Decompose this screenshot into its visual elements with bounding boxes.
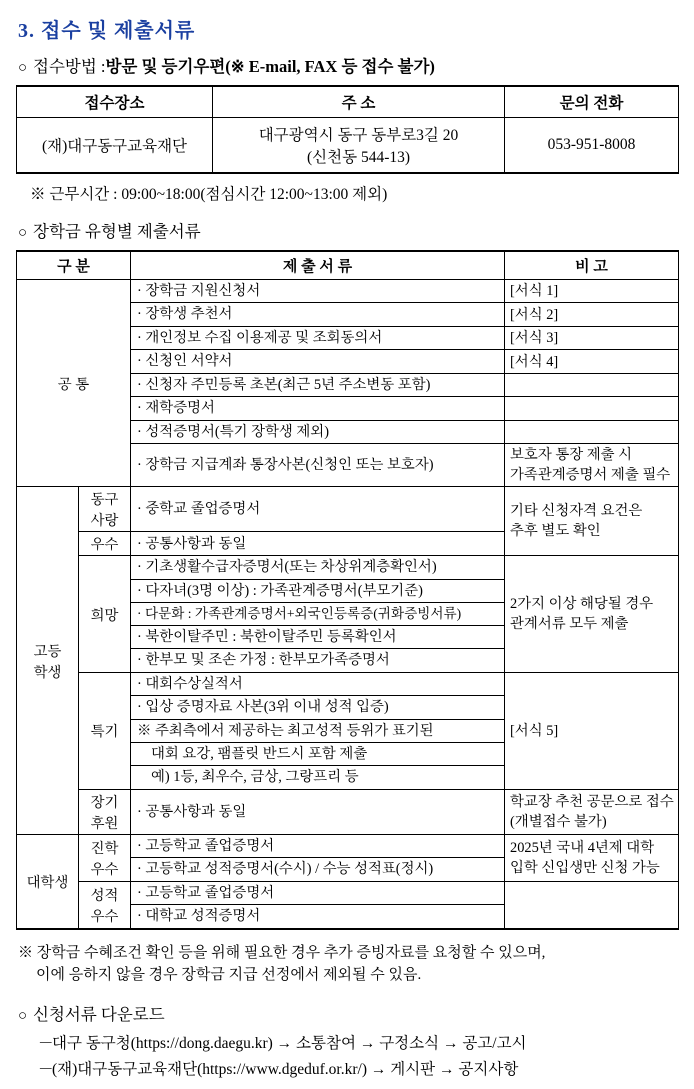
sub-line-1: 성적 <box>90 887 119 904</box>
cell-sub-donggu <box>79 487 131 532</box>
download-heading <box>18 1001 678 1025</box>
cell-document: · 입상 증명자료 사본(3위 이내 성적 입증) <box>131 696 505 719</box>
sub-line-1: 진학 <box>90 840 119 857</box>
cell-sub-hope: 희망 <box>79 556 131 672</box>
remark-line-1: 기타 신청자격 요건은 <box>510 503 643 520</box>
contact-table <box>16 85 679 174</box>
table-header-row <box>17 86 679 118</box>
cell-address <box>213 118 505 174</box>
download-link-item[interactable] <box>38 1031 678 1053</box>
document-continuation: 대회 요강, 팸플릿 반드시 포함 제출 <box>151 745 368 762</box>
cell-document: · 다자녀(3명 이상) : 가족관계증명서(부모기준) <box>131 579 505 602</box>
cell-document: · 기초생활수급자증명서(또는 차상위계층확인서) <box>131 556 505 579</box>
bottom-note-line-1: ※ 장학금 수혜조건 확인 등을 위해 필요한 경우 추가 증빙자료를 요청할 수 있으며, <box>18 944 546 961</box>
download-heading-text: 신청서류 다운로드 <box>33 1004 165 1024</box>
cell-place: (재)대구동구교육재단 <box>17 118 213 174</box>
cell-category-common: 공 통 <box>17 280 131 487</box>
table-header-row <box>17 251 679 280</box>
cell-remark <box>505 556 679 672</box>
page-title: 3. 접수 및 제출서류 <box>18 20 196 42</box>
table-row <box>17 672 679 695</box>
remark-line-2: 입학 신입생만 신청 가능 <box>510 859 660 876</box>
cell-document: · 대학교 성적증명서 <box>131 905 505 929</box>
remark-line-2: 가족관계증명서 제출 필수 <box>510 467 671 484</box>
cell-remark <box>505 397 679 420</box>
cell-document: · 고등학교 졸업증명서 <box>131 881 505 904</box>
cell-category-university: 대학생 <box>17 834 79 928</box>
docs-heading <box>18 218 678 242</box>
application-method-line <box>18 53 678 77</box>
cell-sub-excellent: 우수 <box>79 532 131 556</box>
cell-document: · 신청인 서약서 <box>131 350 505 373</box>
cell-document: · 공통사항과 동일 <box>131 532 505 556</box>
cell-remark <box>505 420 679 443</box>
cell-sub-longterm <box>79 789 131 834</box>
table-row <box>17 487 679 532</box>
download-link-text: 대구 동구청(https://dong.daegu.kr) → 소통참여 → 구정소식 → 공고/고시 <box>52 1034 527 1052</box>
download-link-item[interactable] <box>38 1057 678 1079</box>
cell-document: · 고등학교 성적증명서(수시) / 수능 성적표(정시) <box>131 858 505 881</box>
dash-icon: － <box>38 1060 54 1078</box>
remark-line-2: 추후 별도 확인 <box>510 523 601 540</box>
header-address: 주 소 <box>213 86 505 118</box>
cell-remark: [서식 1] <box>505 280 679 303</box>
download-link-text: (재)대구동구교육재단(https://www.dgeduf.or.kr/) → 게시판 → 공지사항 <box>52 1060 519 1078</box>
remark-line-1: 학교장 추천 공문으로 접수 <box>510 793 674 810</box>
table-row <box>17 834 679 857</box>
cell-document: · 다문화 : 가족관계증명서+외국인등록증(귀화증빙서류) <box>131 603 505 625</box>
bottom-note <box>18 942 678 987</box>
circle-bullet-icon: ○ <box>18 225 28 241</box>
method-paren: (※ E-mail, FAX 등 접수 불가) <box>225 57 435 76</box>
table-row <box>17 280 679 303</box>
cell-document: · 고등학교 졸업증명서 <box>131 834 505 857</box>
cell-remark <box>505 881 679 928</box>
cell-document: · 대회수상실적서 <box>131 672 505 695</box>
table-row <box>17 881 679 904</box>
cell-sub-grades <box>79 881 131 928</box>
cell-document: · 장학금 지급계좌 통장사본(신청인 또는 보호자) <box>131 444 505 487</box>
cell-document <box>131 742 505 765</box>
remark-line-2: (개별접수 불가) <box>510 813 607 830</box>
cell-document: · 재학증명서 <box>131 397 505 420</box>
remark-line-1: 2가지 이상 해당될 경우 <box>510 595 654 612</box>
cell-remark <box>505 444 679 487</box>
cell-document: · 한부모 및 조손 가정 : 한부모가족증명서 <box>131 649 505 672</box>
bottom-note-line-2: 이에 응하지 않을 경우 장학금 지급 선정에서 제외될 수 있음. <box>36 967 422 984</box>
sub-line-1: 장기 <box>90 794 119 811</box>
method-label: 접수방법 : <box>33 57 106 76</box>
header-documents: 제 출 서 류 <box>131 251 505 280</box>
address-line-2: (신천동 544-13) <box>306 149 411 166</box>
header-place: 접수장소 <box>17 86 213 118</box>
sub-line-2: 우수 <box>90 861 119 878</box>
cell-document: · 공통사항과 동일 <box>131 789 505 834</box>
cell-document: · 장학생 추천서 <box>131 303 505 326</box>
header-remarks: 비 고 <box>505 251 679 280</box>
sub-line-1: 동구 <box>90 492 119 509</box>
address-line-1: 대구광역시 동구 동부로3길 20 <box>258 127 459 144</box>
remark-line-1: 2025년 국내 4년제 대학 <box>510 839 655 856</box>
cell-document: · 개인정보 수집 이용제공 및 조회동의서 <box>131 326 505 349</box>
document-continuation: 예) 1등, 최우수, 금상, 그랑프리 등 <box>151 769 359 786</box>
method-bold: 방문 및 등기우편 <box>105 57 226 76</box>
cell-document: · 신청자 주민등록 초본(최근 5년 주소변동 포함) <box>131 373 505 396</box>
cell-document: · 장학금 지원신청서 <box>131 280 505 303</box>
sub-line-2: 사랑 <box>90 513 119 530</box>
circle-bullet-icon: ○ <box>18 1007 28 1024</box>
dash-icon: － <box>38 1034 54 1052</box>
cell-remark <box>505 487 679 556</box>
table-row <box>17 556 679 579</box>
category-line-2: 학생 <box>33 664 62 681</box>
circle-bullet-icon: ○ <box>18 60 28 76</box>
cell-remark <box>505 789 679 834</box>
table-row <box>17 118 679 174</box>
work-hours-note: ※ 근무시간 : 09:00~18:00(점심시간 12:00~13:00 제외) <box>30 186 388 203</box>
cell-remark <box>505 373 679 396</box>
cell-remark: [서식 4] <box>505 350 679 373</box>
table-row <box>17 789 679 834</box>
cell-sub-admission <box>79 834 131 881</box>
cell-document <box>131 766 505 789</box>
cell-document: · 중학교 졸업증명서 <box>131 487 505 532</box>
cell-remark: [서식 3] <box>505 326 679 349</box>
docs-heading-text: 장학금 유형별 제출서류 <box>33 222 201 241</box>
cell-remark <box>505 834 679 881</box>
cell-phone: 053-951-8008 <box>505 118 679 174</box>
cell-category-highschool <box>17 487 79 834</box>
sub-line-2: 후원 <box>90 815 119 832</box>
cell-document: ※ 주최측에서 제공하는 최고성적 등위가 표기된 <box>131 719 505 742</box>
category-line-1: 고등 <box>33 643 62 660</box>
cell-document: · 성적증명서(특기 장학생 제외) <box>131 420 505 443</box>
remark-line-1: 보호자 통장 제출 시 <box>510 447 633 464</box>
cell-sub-talent: 특기 <box>79 672 131 789</box>
remark-line-2: 관계서류 모두 제출 <box>510 616 629 633</box>
documents-table <box>16 250 679 930</box>
sub-line-2: 우수 <box>90 908 119 925</box>
header-phone: 문의 전화 <box>505 86 679 118</box>
cell-remark: [서식 5] <box>505 672 679 789</box>
cell-remark: [서식 2] <box>505 303 679 326</box>
header-category: 구 분 <box>17 251 131 280</box>
cell-document: · 북한이탈주민 : 북한이탈주민 등록확인서 <box>131 625 505 648</box>
